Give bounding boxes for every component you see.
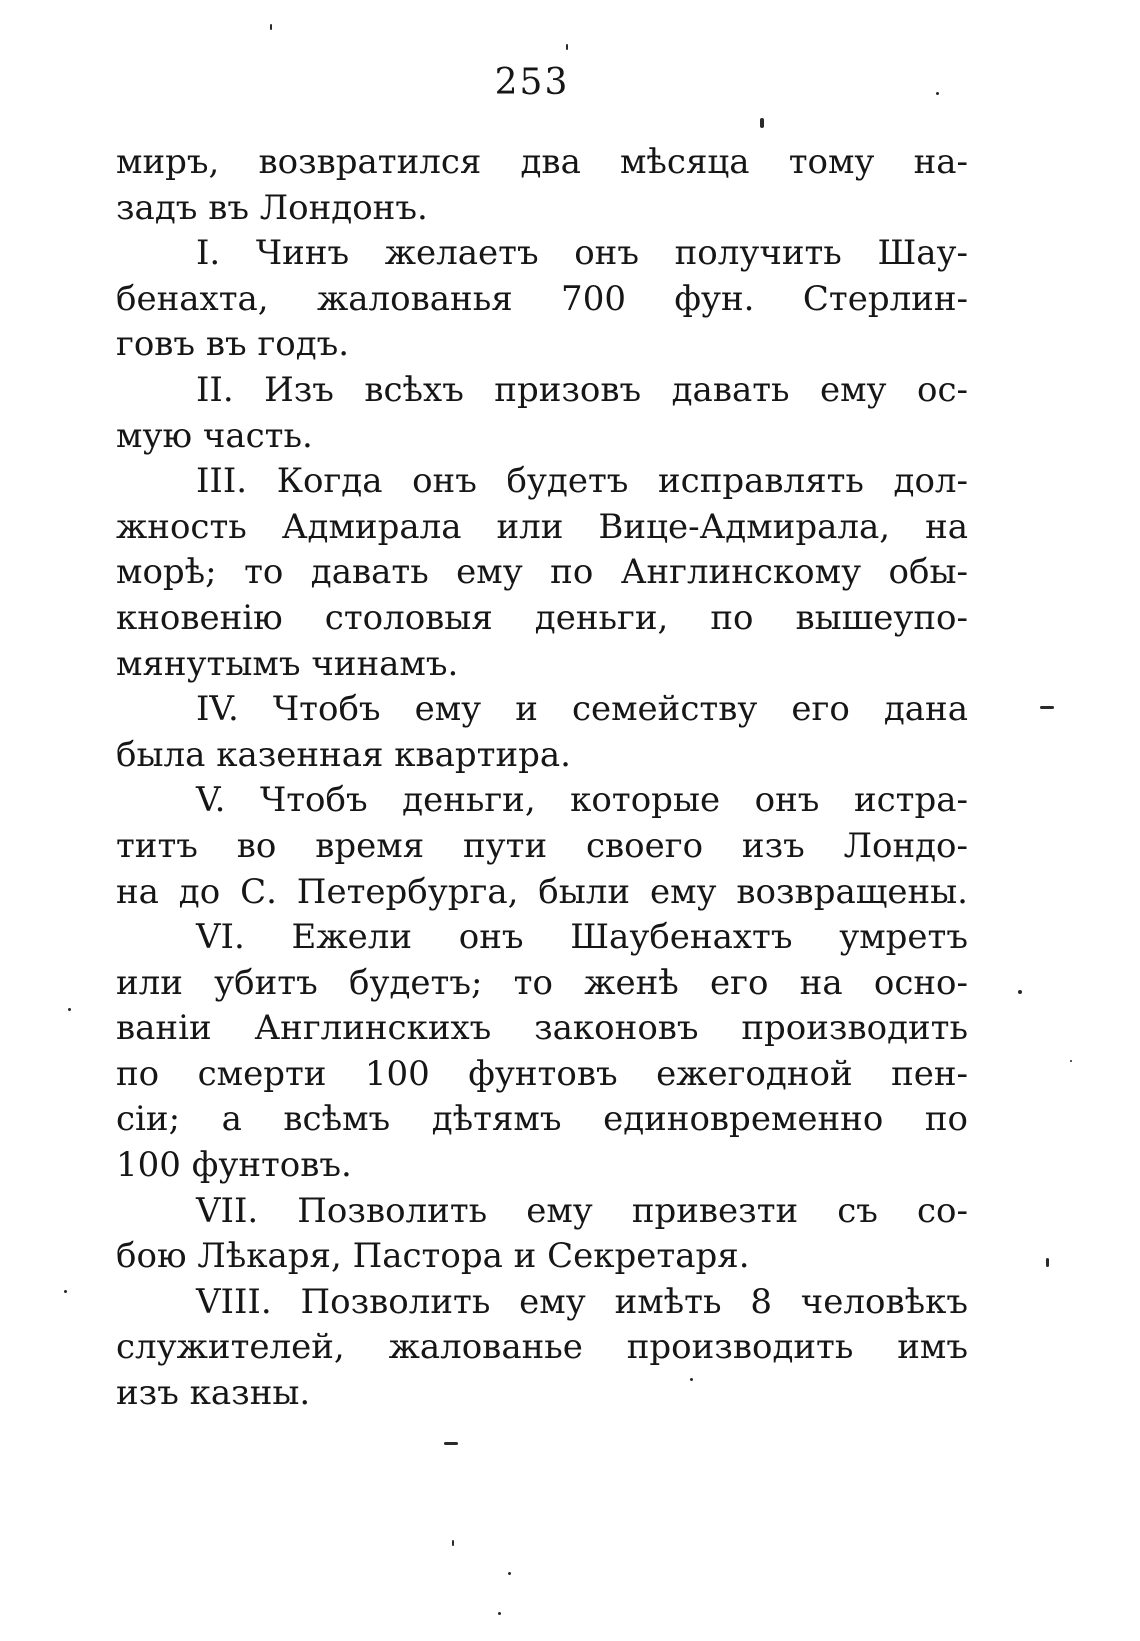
text-line: VIII. Позволить ему имѣть 8 человѣкъ [196,1281,968,1322]
scan-speck [452,1540,454,1546]
text-line: II. Изъ всѣхъ призовъ давать ему ос- [196,369,968,410]
scan-speck [1070,1060,1072,1062]
scan-speck [1040,706,1054,709]
scan-speck [68,1008,71,1011]
scan-speck [270,24,272,30]
text-line: служителей, жалованье производить имъ [116,1327,968,1368]
scan-speck [508,1572,511,1575]
text-line: VI. Ежели онъ Шаубенахтъ умретъ [196,917,968,958]
scan-speck [690,1378,693,1381]
text-line: III. Когда онъ будетъ исправлять дол- [196,461,968,502]
text-line: V. Чтобъ деньги, которые онъ истра- [196,780,968,821]
text-line: или убитъ будетъ; то женѣ его на осно- [116,962,968,1003]
scan-speck [760,118,764,128]
text-line: ванiи Англинскихъ законовъ производить [116,1008,968,1049]
text-line: по смерти 100 фунтовъ ежегодной пен- [116,1053,968,1094]
text-line: изъ казны. [116,1373,311,1414]
text-line: I. Чинъ желаетъ онъ получить Шау- [196,233,968,274]
scan-speck [1018,990,1022,994]
text-line: жность Адмирала или Вице-Адмирала, на [116,506,968,547]
text-line: 100 фунтовъ. [116,1145,352,1186]
text-line: VII. Позволить ему привезти съ со- [196,1190,968,1231]
text-line: задъ въ Лондонъ. [116,187,428,228]
scan-speck [64,1290,67,1293]
text-line: сiи; а всѣмъ дѣтямъ единовременно по [116,1099,968,1140]
text-line: титъ во время пути своего изъ Лондо- [116,825,968,866]
text-line: мую часть. [116,415,313,456]
page-number: 253 [494,62,570,103]
text-line: говъ въ годъ. [116,324,350,365]
text-line: была казенная квартира. [116,734,571,775]
text-line: кновенiю столовыя деньги, по вышеупо- [116,597,968,638]
text-line: миръ, возвратился два мѣсяца тому на- [116,142,968,182]
scan-speck [936,92,939,95]
scan-speck [566,44,568,50]
text-line: IV. Чтобъ ему и семейству его дана [196,689,968,730]
scan-speck [444,1442,458,1445]
text-line: мянутымъ чинамъ. [116,643,459,684]
text-line: на до С. Петербурга, были ему возвращены. [116,871,968,912]
scan-speck [498,1612,501,1615]
text-line: бенахта, жалованья 700 фун. Стерлин- [116,278,968,319]
text-line: бою Лѣкаря, Пастора и Секретаря. [116,1236,750,1277]
text-line: морѣ; то давать ему по Англинскому обы- [116,552,968,593]
page-body-text [116,140,968,1417]
scan-speck [1046,1258,1049,1267]
